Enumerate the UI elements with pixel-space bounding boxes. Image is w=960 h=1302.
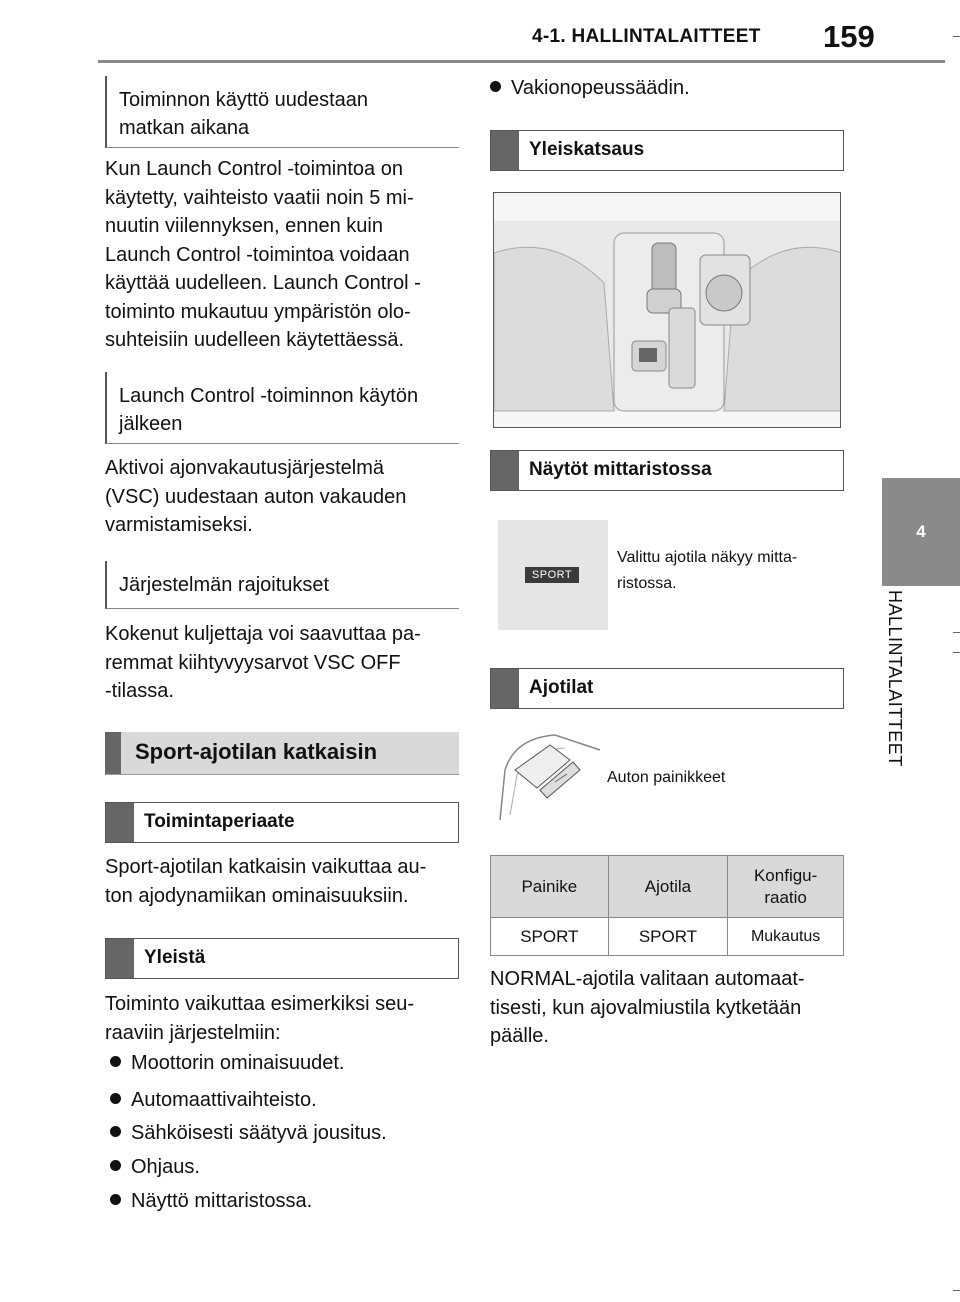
section-heading <box>105 732 459 775</box>
console-drawing <box>494 193 841 428</box>
paragraph-vsc <box>105 454 406 540</box>
box-title: Toimintaperiaate <box>144 811 295 832</box>
list-item-text: Moottorin ominaisuudet. <box>131 1052 345 1074</box>
text-line: Aktivoi ajonvakautusjärjestelmä <box>105 457 385 479</box>
bullet-icon <box>110 1056 121 1067</box>
list-item <box>110 1050 344 1076</box>
subheading-line: Järjestelmän rajoitukset <box>119 574 330 596</box>
subheading-line: Launch Control -toiminnon käytön <box>119 385 419 407</box>
crop-mark <box>953 36 960 37</box>
column-header: Ajotila <box>608 856 728 918</box>
list-item-text: Sähköisesti säätyvä jousitus. <box>131 1122 387 1144</box>
list-item <box>110 1120 387 1146</box>
subheading-line: jälkeen <box>119 413 183 435</box>
text-line: ton ajodynamiikan ominaisuuksiin. <box>105 884 409 907</box>
text-line: käytetty, vaihteisto vaatii noin 5 mi- <box>105 186 414 209</box>
crop-mark <box>953 652 960 653</box>
sport-indicator: SPORT <box>525 567 579 583</box>
chapter-tab <box>882 478 960 586</box>
text-line: remmat kiihtyvyysarvot VSC OFF <box>105 651 401 674</box>
text-line: käyttää uudelleen. Launch Control - <box>105 272 421 294</box>
section-marker <box>105 732 121 774</box>
crop-mark <box>953 1290 960 1291</box>
box-title: Yleistä <box>144 947 206 968</box>
box-marker <box>106 939 134 978</box>
box-marker <box>491 451 519 490</box>
box-marker <box>106 803 134 842</box>
paragraph-normal-mode <box>490 965 805 1051</box>
bullet-icon <box>110 1126 121 1137</box>
chapter-label <box>885 590 925 790</box>
text-line: NORMAL-ajotila valitaan automaat- <box>490 968 805 990</box>
bullet-icon <box>490 81 501 92</box>
text-line: Launch Control -toimintoa voidaan <box>105 243 410 266</box>
chapter-number: 4 <box>916 522 926 541</box>
table-cell: SPORT <box>608 918 728 956</box>
header-line: Konfigu- <box>753 865 818 885</box>
paragraph-general <box>105 990 414 1047</box>
list-item-text: Automaattivaihteisto. <box>131 1089 317 1111</box>
box-title: Ajotilat <box>529 677 594 698</box>
table-header-row <box>491 856 844 918</box>
header-divider <box>98 60 945 63</box>
box-heading-principle <box>105 802 459 843</box>
box-heading-displays <box>490 450 844 491</box>
text-line: päälle. <box>490 1025 549 1047</box>
running-header: 4-1. HALLINTALAITTEET <box>532 26 761 47</box>
column-header-config <box>728 856 844 918</box>
subheading-reuse <box>105 76 459 148</box>
box-marker <box>491 131 519 170</box>
text-line: Valittu ajotila näkyy mitta- <box>617 549 798 566</box>
text-line: tisesti, kun ajovalmiustila kytketään <box>490 996 802 1019</box>
subheading-after-use <box>105 372 459 444</box>
list-item-text: Vakionopeussäädin. <box>511 77 690 99</box>
bullet-icon <box>110 1194 121 1205</box>
page-number: 159 <box>823 19 875 54</box>
box-heading-general <box>105 938 459 979</box>
text-line: Sport-ajotilan katkaisin vaikuttaa au- <box>105 856 427 878</box>
modes-table <box>490 855 844 956</box>
text-line: (VSC) uudestaan auton vakauden <box>105 485 407 508</box>
list-item <box>110 1154 200 1180</box>
paragraph-limitations <box>105 620 421 706</box>
table-cell: SPORT <box>491 918 609 956</box>
box-title: Yleiskatsaus <box>529 139 645 160</box>
paragraph-principle <box>105 853 426 910</box>
list-item <box>110 1087 317 1113</box>
buttons-caption: Auton painikkeet <box>607 769 726 786</box>
header-line: raatio <box>764 887 807 907</box>
box-title: Näytöt mittaristossa <box>529 459 712 480</box>
list-item <box>490 75 690 101</box>
table-row <box>491 918 844 956</box>
crop-mark <box>953 632 960 633</box>
subheading-limitations <box>105 561 459 609</box>
list-item-text: Näyttö mittaristossa. <box>131 1190 313 1212</box>
display-caption <box>617 545 797 597</box>
bullet-icon <box>110 1093 121 1104</box>
paragraph-cooldown <box>105 155 421 355</box>
center-console-illustration <box>493 192 841 428</box>
text-line: raaviin järjestelmiin: <box>105 1021 281 1044</box>
text-line: nuutin viilennyksen, ennen kuin <box>105 215 383 237</box>
subheading-line: Toiminnon käyttö uudestaan <box>119 89 369 111</box>
text-line: Kun Launch Control -toimintoa on <box>105 158 403 180</box>
chapter-label-text: HALLINTALAITTEET <box>885 590 905 767</box>
table-cell: Mukautus <box>728 918 844 956</box>
text-line: suhteisiin uudelleen käytettäessä. <box>105 329 405 351</box>
list-item-text: Ohjaus. <box>131 1156 200 1178</box>
text-line: Toiminto vaikuttaa esimerkiksi seu- <box>105 993 414 1015</box>
box-marker <box>491 669 519 708</box>
section-title: Sport-ajotilan katkaisin <box>135 739 378 764</box>
text-line: -tilassa. <box>105 680 174 702</box>
box-heading-overview <box>490 130 844 171</box>
text-line: Kokenut kuljettaja voi saavuttaa pa- <box>105 623 421 645</box>
list-item <box>110 1188 312 1214</box>
text-line: ristossa. <box>617 575 677 592</box>
bullet-icon <box>110 1160 121 1171</box>
column-header: Painike <box>491 856 609 918</box>
subheading-line: matkan aikana <box>119 117 250 139</box>
instrument-display-thumbnail <box>498 520 608 630</box>
text-line: varmistamiseksi. <box>105 514 253 536</box>
box-heading-modes <box>490 668 844 709</box>
text-line: toiminto mukautuu ympäristön olo- <box>105 300 411 323</box>
sport-button-illustration <box>495 730 605 825</box>
